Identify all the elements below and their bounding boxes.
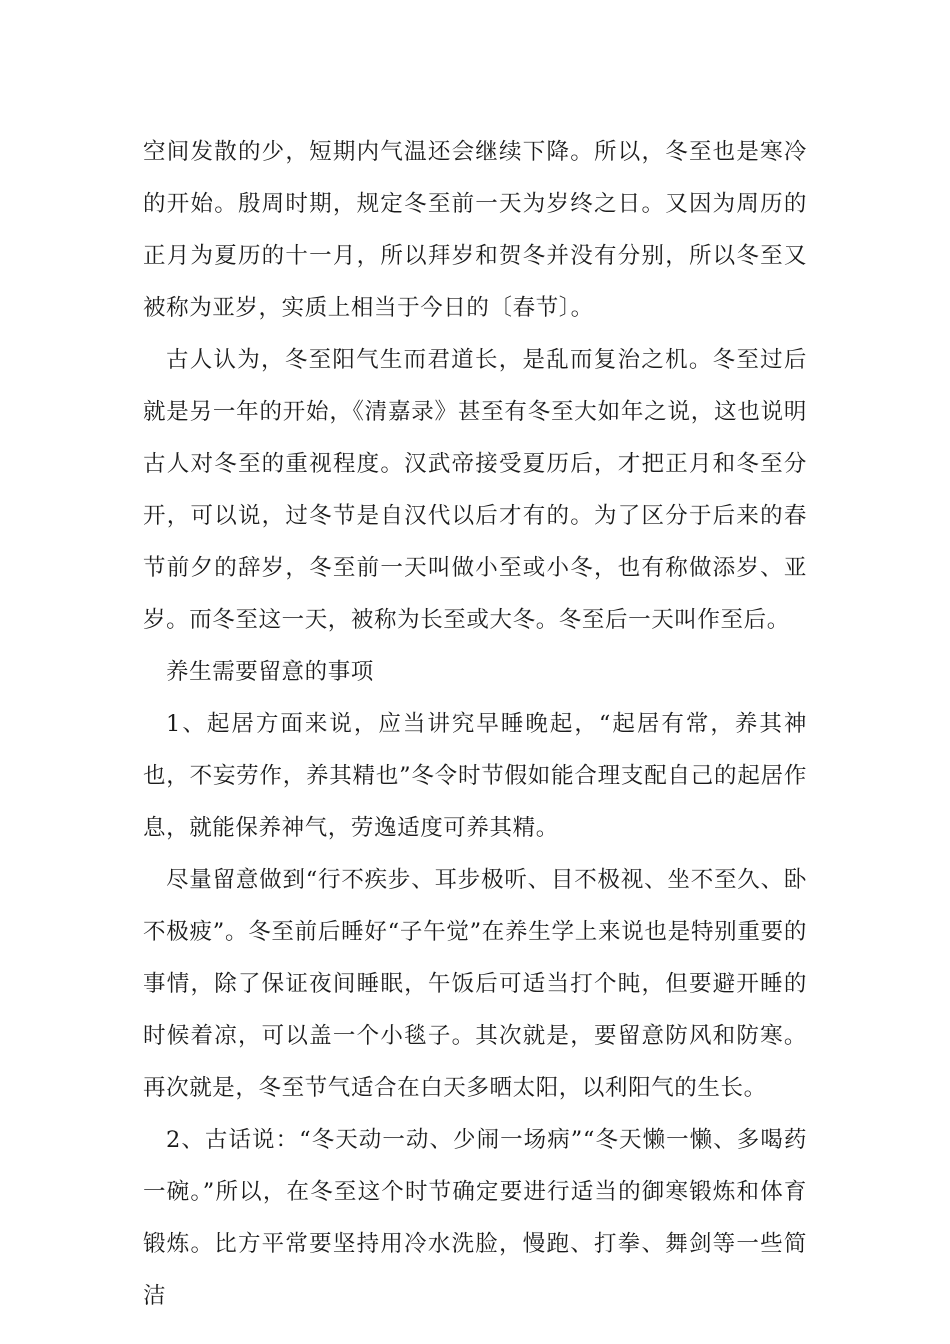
- paragraph-6: 2、古话说：“冬天动一动、少闹一场病”“冬天懒一懒、多喝药一碗。”所以，在冬至这个时节确定要进行适当的御寒锻炼和体育锻炼。比方平常要坚持用冷水洗脸，慢跑、打拳、舞剑等一些简洁: [143, 1127, 807, 1309]
- paragraph-1: 空间发散的少，短期内气温还会继续下降。所以，冬至也是寒冷的开始。殷周时期，规定冬至前一天为岁终之日。又因为周历的正月为夏历的十一月，所以拜岁和贺冬并没有分别，所以冬至又被称为亚岁，实质上相当于今日的〔春节〕。: [143, 139, 807, 321]
- section-heading: 养生需要留意的事项: [166, 659, 374, 685]
- document-page: [143, 126, 807, 1322]
- paragraph-4: 1、起居方面来说，应当讲究早睡晚起，“起居有常，养其神也，不妄劳作，养其精也”冬令时节假如能合理支配自己的起居作息，就能保养神气，劳逸适度可养其精。: [143, 711, 807, 841]
- paragraph-2: 古人认为，冬至阳气生而君道长，是乱而复治之机。冬至过后就是另一年的开始，《清嘉录》甚至有冬至大如年之说，这也说明古人对冬至的重视程度。汉武帝接受夏历后，才把正月和冬至分开，可以说，过冬节是自汉代以后才有的。为了区分于后来的春节前夕的辞岁，冬至前一天叫做小至或小冬，也有称做添岁、亚岁。而冬至这一天，被称为长至或大冬。冬至后一天叫作至后。: [143, 347, 807, 633]
- paragraph-5: 尽量留意做到“行不疾步、耳步极听、目不极视、坐不至久、卧不极疲”。冬至前后睡好“子午觉”在养生学上来说也是特别重要的事情，除了保证夜间睡眠，午饭后可适当打个盹，但要避开睡的时候着凉，可以盖一个小毯子。其次就是，要留意防风和防寒。再次就是，冬至节气适合在白天多晒太阳，以利阳气的生长。: [143, 867, 807, 1101]
